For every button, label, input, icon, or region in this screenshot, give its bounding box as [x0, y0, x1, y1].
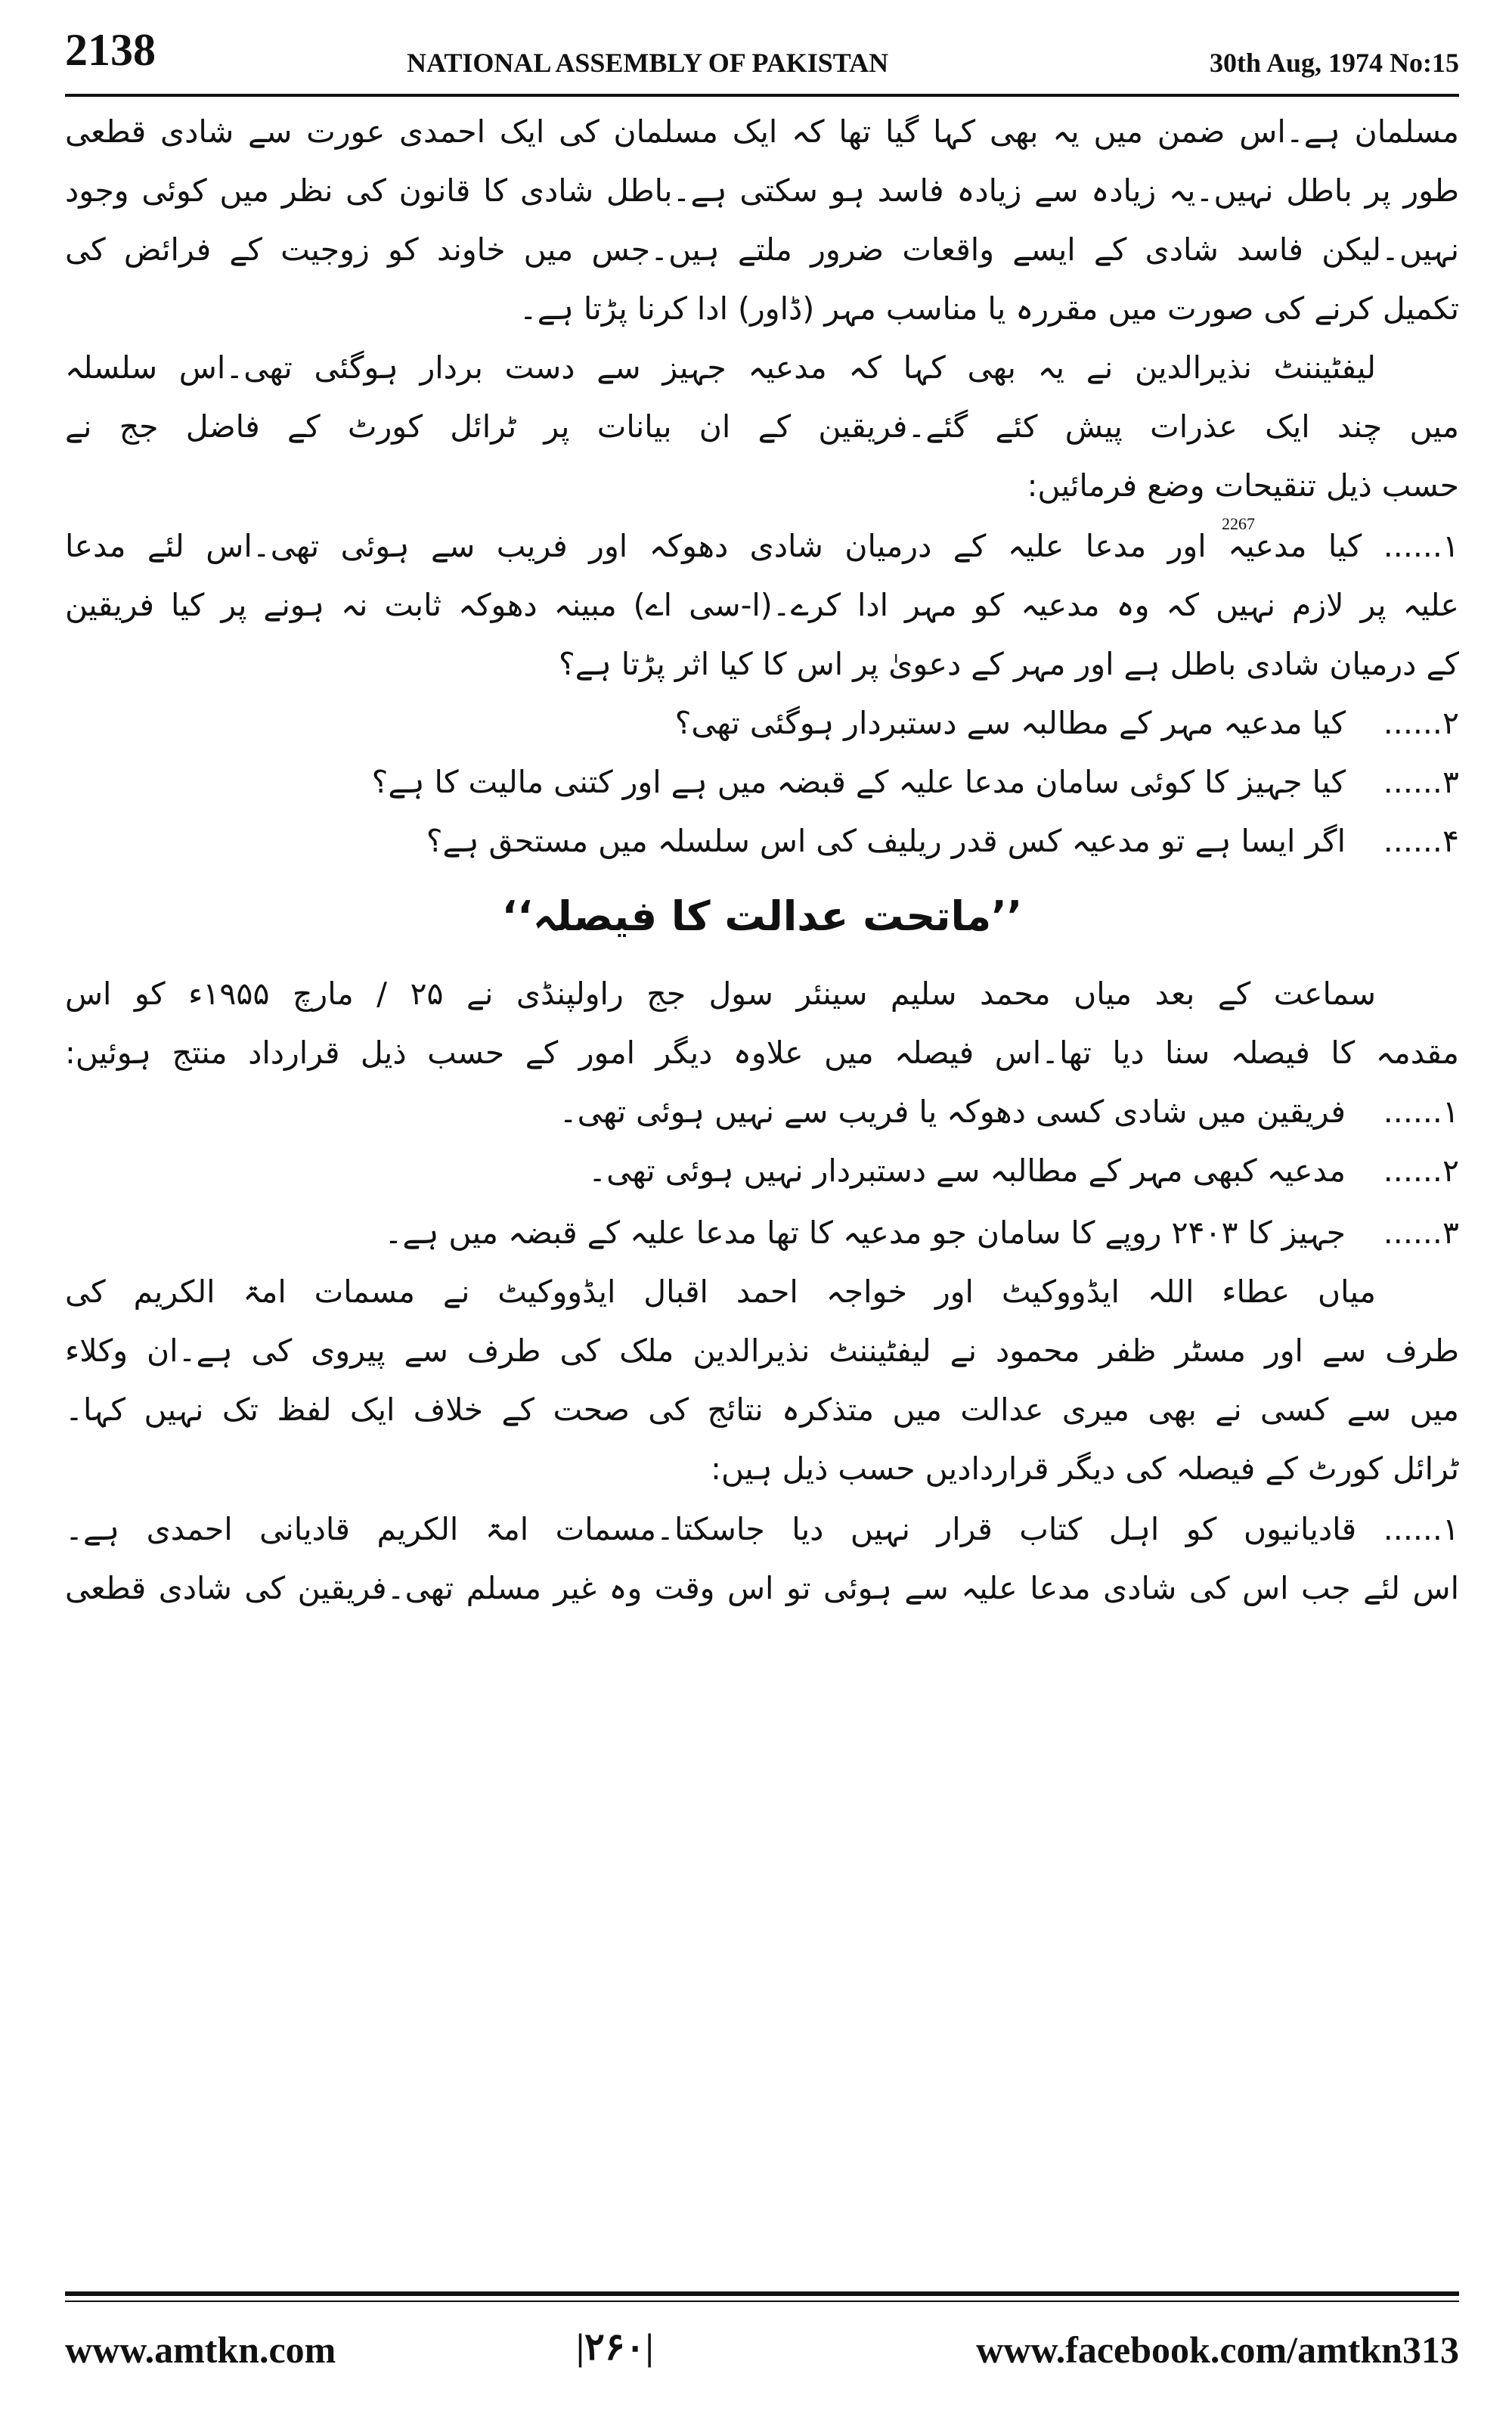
issue-line: علیہ پر لازم نہیں کہ وہ مدعیہ کو مہر ادا کرے۔(ا-سی اے) مبینہ دھوکہ ثابت نہ ہونے پر کیا فریقین: [65, 587, 1459, 623]
page-footer: [65, 2314, 1459, 2382]
issue-text: کیا مدعیہ مہر کے مطالبہ سے دستبردار ہوگئی تھی؟: [674, 705, 1346, 741]
section-heading: ’’ماتحت عدالت کا فیصلہ‘‘: [501, 892, 1023, 940]
footer-website-link[interactable]: www.amtkn.com: [65, 2328, 336, 2371]
finding-item: [65, 1215, 1459, 1267]
footer-rule-thin: [65, 2301, 1459, 2302]
finding-text: مدعیہ کبھی مہر کے مطالبہ سے دستبردار نہیں ہوئی تھی۔: [588, 1153, 1346, 1189]
issue-number: ۳......: [1383, 764, 1459, 800]
paragraph-line: ۱...... قادیانیوں کو اہل کتاب قرار نہیں دیا جاسکتا۔مسمات امۃ الکریم قادیانی احمدی ہے۔: [65, 1511, 1459, 1547]
paragraph-line: میں سے کسی نے بھی میری عدالت میں متذکرہ نتائج کی صحت کے خلاف ایک لفظ تک نہیں کہا۔: [65, 1392, 1459, 1428]
issue-text: اگر ایسا ہے تو مدعیہ کس قدر ریلیف کی اس سلسلہ میں مستحق ہے؟: [426, 823, 1346, 859]
finding-number: ۲......: [1383, 1153, 1459, 1189]
issue-line: کے درمیان شادی باطل ہے اور مہر کے دعویٰ پر اس کا کیا اثر پڑتا ہے؟: [558, 646, 1459, 682]
paragraph-line: ٹرائل کورٹ کے فیصلہ کی دیگر قراردادیں حسب ذیل ہیں:: [711, 1450, 1459, 1487]
paragraph-line: سماعت کے بعد میاں محمد سلیم سینئر سول جج راولپنڈی نے ۲۵ / مارچ ۱۹۵۵ء کو اس: [65, 976, 1377, 1012]
paragraph-line: اس لئے جب اس کی شادی مدعا علیہ سے ہوئی تو اس وقت وہ غیر مسلم تھی۔فریقین کی شادی قطعی: [65, 1570, 1459, 1606]
finding-item: [65, 1094, 1459, 1146]
paragraph-line: میاں عطاء اللہ ایڈووکیٹ اور خواجہ احمد اقبال ایڈووکیٹ نے مسمات امۃ الکریم کی: [65, 1274, 1376, 1310]
paragraph-line: نہیں۔لیکن فاسد شادی کے ایسے واقعات ضرور ملتے ہیں۔جس میں خاوند کو زوجیت کے فرائض کی: [65, 231, 1459, 268]
finding-number: ۳......: [1383, 1215, 1459, 1251]
paragraph-line: میں چند ایک عذرات پیش کئے گئے۔فریقین کے ان بیانات پر ٹرائل کورٹ کے فاضل جج نے: [65, 408, 1459, 445]
paragraph-line: لیفٹیننٹ نذیرالدین نے یہ بھی کہا کہ مدعیہ جہیز سے دست بردار ہوگئی تھی۔اس سلسلہ: [65, 349, 1376, 386]
paragraph-line: مقدمہ کا فیصلہ سنا دیا تھا۔اس فیصلہ میں علاوہ دیگر امور کے حسب ذیل قرارداد منتج ہوئیں:: [65, 1035, 1459, 1071]
header-title: NATIONAL ASSEMBLY OF PAKISTAN: [407, 48, 889, 78]
footer-rule: [65, 2291, 1459, 2296]
paragraph-line: حسب ذیل تنقیحات وضع فرمائیں:: [1027, 467, 1459, 504]
issue-text: کیا جہیز کا کوئی سامان مدعا علیہ کے قبضہ میں ہے اور کتنی مالیت کا ہے؟: [371, 764, 1346, 800]
issue-number: ۲......: [1383, 705, 1459, 741]
finding-number: ۱......: [1383, 1094, 1459, 1130]
issue-number: ۴......: [1383, 823, 1459, 859]
footer-facebook-link[interactable]: www.facebook.com/amtkn313: [976, 2328, 1459, 2371]
page-number: 2138: [65, 25, 156, 75]
finding-text: فریقین میں شادی کسی دھوکہ یا فریب سے نہیں ہوئی تھی۔: [559, 1094, 1346, 1130]
paragraph-line: تکمیل کرنے کی صورت میں مقررہ یا مناسب مہر (ڈاور) ادا کرنا پڑتا ہے۔: [519, 290, 1459, 327]
issue-item: [65, 705, 1459, 758]
footnote-marker: 2267: [1222, 514, 1255, 533]
page-header: [65, 20, 1459, 88]
finding-text: جہیز کا ۲۴۰۳ روپے کا سامان جو مدعیہ کا تھا مدعا علیہ کے قبضہ میں ہے۔: [384, 1215, 1346, 1251]
page-body: [65, 113, 1459, 2261]
header-date: 30th Aug, 1974 No:15: [1209, 48, 1459, 78]
paragraph-line: طور پر باطل نہیں۔یہ زیادہ سے زیادہ فاسد ہو سکتی ہے۔باطل شادی کا قانون کی نظر میں کوئی وجود: [65, 172, 1459, 209]
finding-item: [65, 1153, 1459, 1205]
issue-item: [65, 823, 1459, 876]
paragraph-line: مسلمان ہے۔اس ضمن میں یہ بھی کہا گیا تھا کہ ایک مسلمان کی ایک احمدی عورت سے شادی قطعی: [65, 113, 1459, 150]
issue-item: [65, 764, 1459, 817]
paragraph-line: طرف سے اور مسٹر ظفر محمود نے لیفٹیننٹ نذیرالدین ملک کی طرف سے پیروی کی ہے۔ان وکلاء: [65, 1333, 1459, 1369]
header-rule: [65, 94, 1459, 97]
issue-line: ۱...... کیا مدعیہ اور مدعا علیہ کے درمیان شادی دھوکہ اور فریب سے ہوئی تھی۔اس لئے مدعا: [65, 528, 1459, 564]
footer-page-mark: |۲۶۰|: [576, 2325, 654, 2368]
